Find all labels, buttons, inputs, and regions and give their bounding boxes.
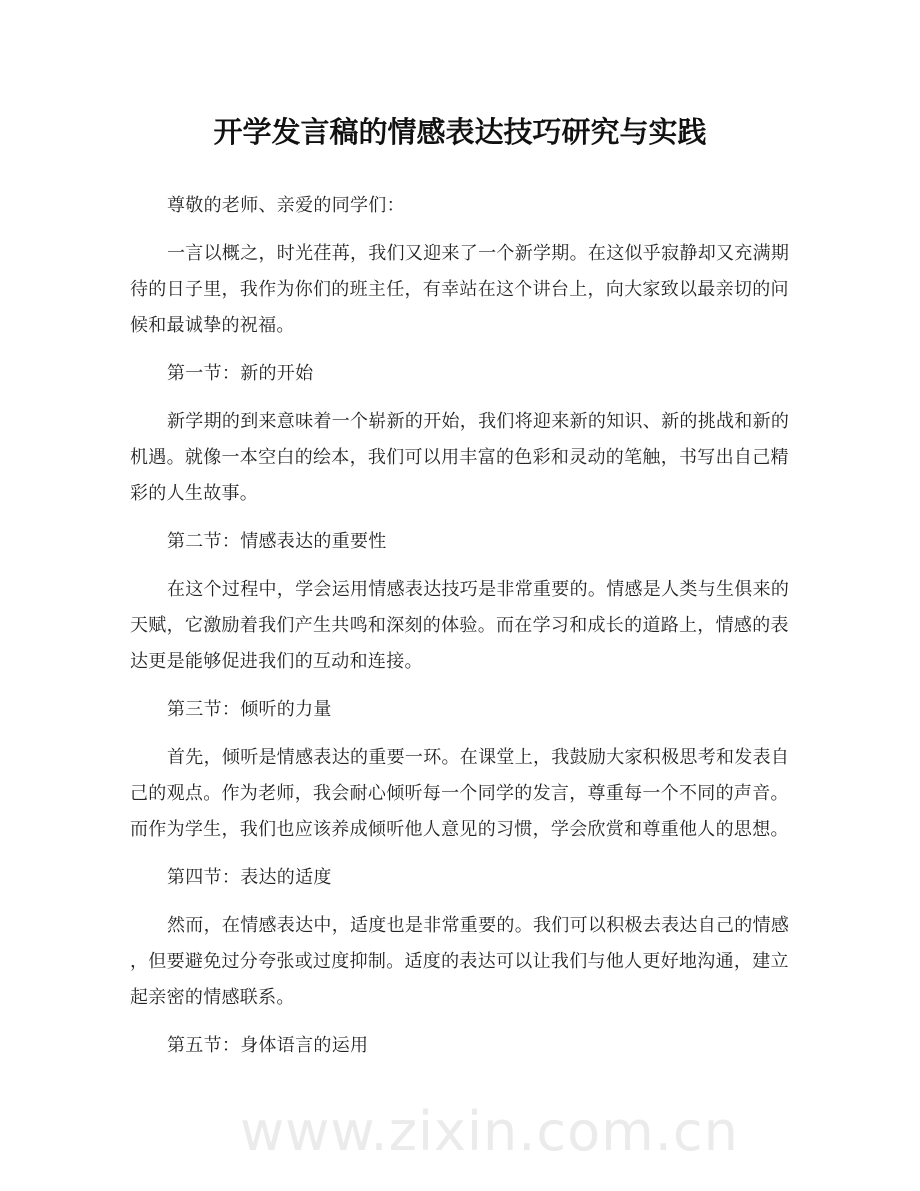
text-line: 第五节：身体语言的运用 xyxy=(167,1035,369,1056)
section-heading xyxy=(130,524,800,560)
text-line: 天赋，它激励着我们产生共鸣和深刻的体验。而在学习和成长的道路上，情感的表 xyxy=(130,615,789,636)
section-heading xyxy=(130,1028,800,1064)
document-body xyxy=(130,188,800,1076)
text-line: 机遇。就像一本空白的绘本，我们可以用丰富的色彩和灵动的笔触，书写出自己精 xyxy=(130,447,789,468)
text-line: 在这个过程中，学会运用情感表达技巧是非常重要的。情感是人类与生俱来的 xyxy=(167,579,790,600)
salutation xyxy=(130,188,800,224)
text-line: 第二节：情感表达的重要性 xyxy=(167,531,387,552)
paragraph xyxy=(130,572,800,680)
text-line: 待的日子里，我作为你们的班主任，有幸站在这个讲台上，向大家致以最亲切的问 xyxy=(130,279,789,300)
text-line: ，但要避免过分夸张或过度抑制。适度的表达可以让我们与他人更好地沟通，建立 xyxy=(130,951,789,972)
text-line: 彩的人生故事。 xyxy=(130,483,259,504)
paragraph xyxy=(130,740,800,848)
document-title: 开学发言稿的情感表达技巧研究与实践 xyxy=(213,115,707,149)
text-line: 首先，倾听是情感表达的重要一环。在课堂上，我鼓励大家积极思考和发表自 xyxy=(167,747,790,768)
section-heading xyxy=(130,692,800,728)
text-line: 然而，在情感表达中，适度也是非常重要的。我们可以积极去表达自己的情感 xyxy=(167,915,790,936)
text-line: 第四节：表达的适度 xyxy=(167,867,332,888)
text-line: 一言以概之，时光荏苒，我们又迎来了一个新学期。在这似乎寂静却又充满期 xyxy=(167,243,790,264)
text-line: 新学期的到来意味着一个崭新的开始，我们将迎来新的知识、新的挑战和新的 xyxy=(167,411,790,432)
text-line: 起亲密的情感联系。 xyxy=(130,987,295,1008)
paragraph xyxy=(130,236,800,344)
text-line: 己的观点。作为老师，我会耐心倾听每一个同学的发言，尊重每一个不同的声音。 xyxy=(130,783,789,804)
text-line: 尊敬的老师、亲爱的同学们： xyxy=(167,195,405,216)
text-line: 而作为学生，我们也应该养成倾听他人意见的习惯，学会欣赏和尊重他人的思想。 xyxy=(130,819,789,840)
paragraph xyxy=(130,908,800,1016)
paragraph xyxy=(130,404,800,512)
text-line: 第一节：新的开始 xyxy=(167,363,314,384)
text-line: 第三节：倾听的力量 xyxy=(167,699,332,720)
watermark: www.zixin.com.cn xyxy=(240,1100,739,1163)
section-heading xyxy=(130,860,800,896)
text-line: 达更是能够促进我们的互动和连接。 xyxy=(130,651,423,672)
text-line: 候和最诚挚的祝福。 xyxy=(130,315,295,336)
section-heading xyxy=(130,356,800,392)
